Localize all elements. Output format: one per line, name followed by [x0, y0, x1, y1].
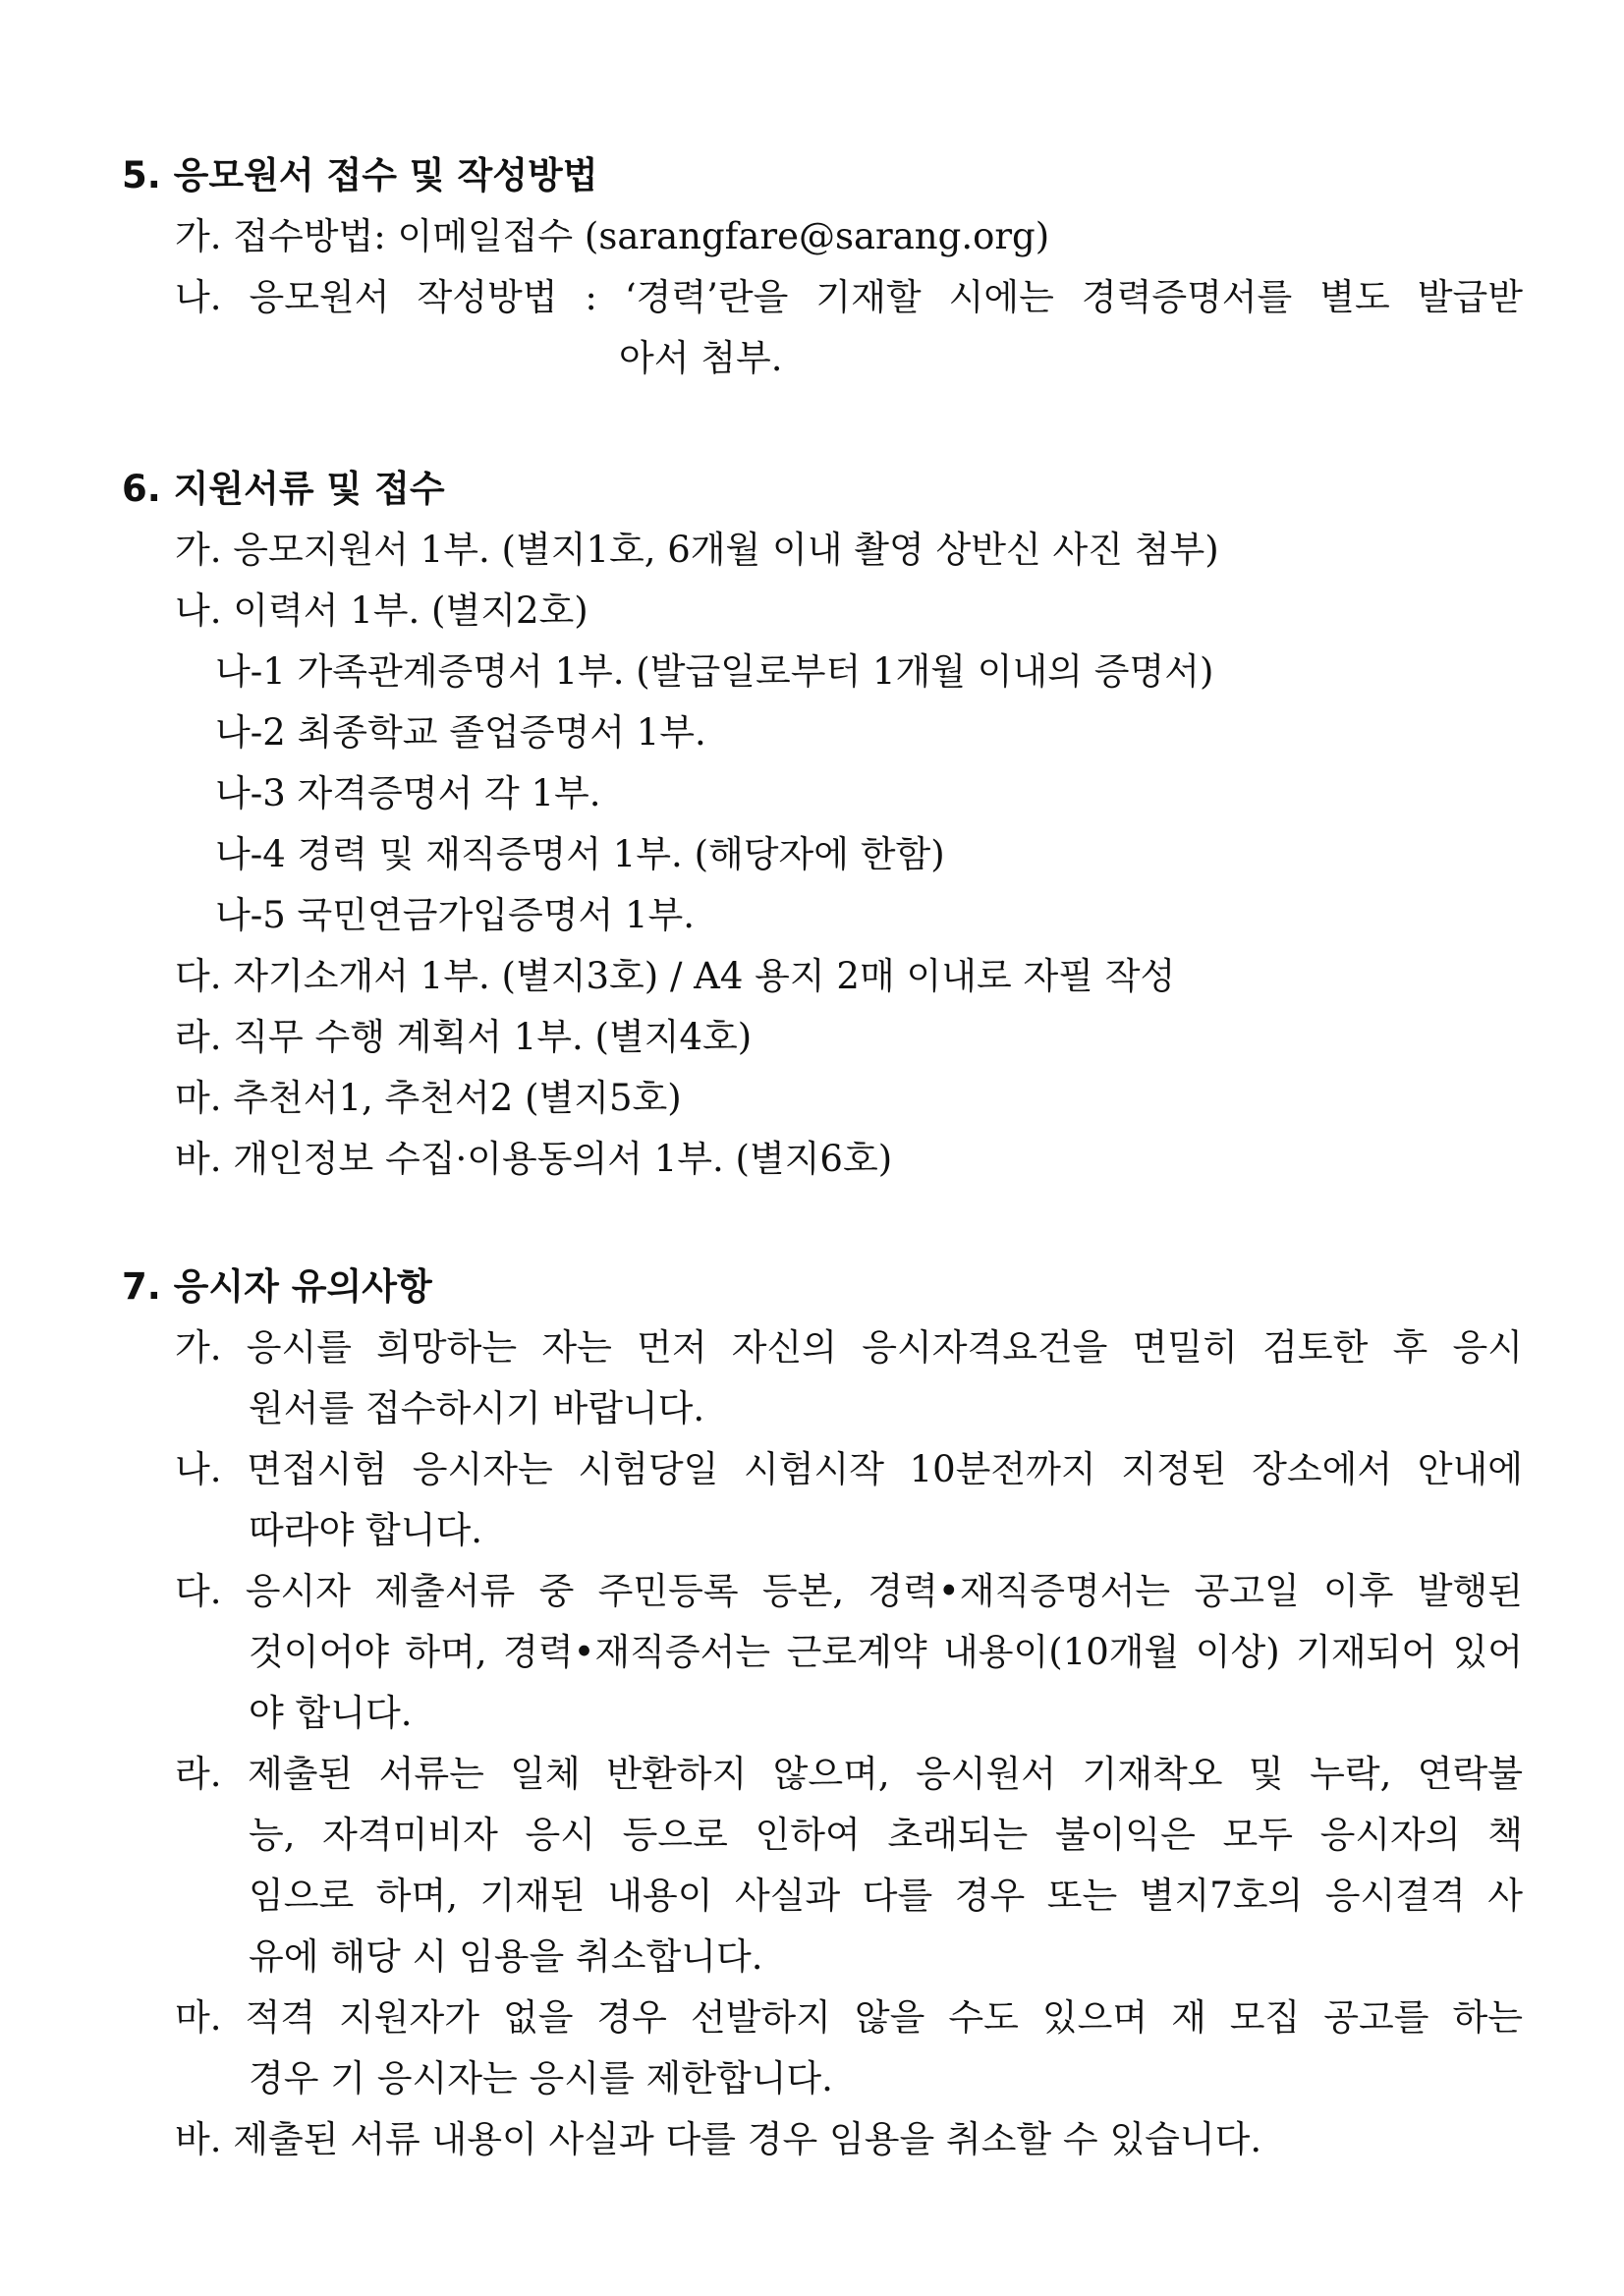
section-6-item-b: 나. 이력서 1부. (별지2호): [175, 589, 588, 632]
section-7-item-f: 바. 제출된 서류 내용이 사실과 다를 경우 임용을 취소할 수 있습니다.: [175, 2118, 1262, 2160]
section-7-heading: 7. 응시자 유의사항: [122, 1265, 432, 1308]
section-7-item-b-line-2: 따라야 합니다.: [249, 1509, 482, 1551]
section-7-item-b-line-1: 나. 면접시험 응시자는 시험당일 시험시작 10분전까지 지정된 장소에서 안내에: [175, 1448, 1523, 1490]
section-7-item-c-line-3: 야 합니다.: [249, 1692, 413, 1734]
section-7-item-e-line-1: 마. 적격 지원자가 없을 경우 선발하지 않을 수도 있으며 재 모집 공고를 하는: [175, 1996, 1523, 2039]
section-5-item-a: 가. 접수방법: 이메일접수 (sarangfare@sarang.org): [175, 215, 1050, 257]
section-7-item-a-line-1: 가. 응시를 희망하는 자는 먼저 자신의 응시자격요건을 면밀히 검토한 후 응시: [175, 1326, 1523, 1369]
section-6-item-b5: 나-5 국민연금가입증명서 1부.: [215, 894, 696, 936]
section-7-item-d-line-4: 유에 해당 시 임용을 취소합니다.: [249, 1935, 763, 1978]
section-6-item-f: 바. 개인정보 수집·이용동의서 1부. (별지6호): [175, 1138, 893, 1180]
section-5-item-b-line-1: 나. 응모원서 작성방법 : ‘경력’란을 기재할 시에는 경력증명서를 별도 발급받: [175, 276, 1523, 318]
section-6-item-c: 다. 자기소개서 1부. (별지3호) / A4 용지 2매 이내로 자필 작성: [175, 955, 1176, 997]
section-6-item-b2: 나-2 최종학교 졸업증명서 1부.: [215, 711, 706, 754]
section-7-item-a-line-2: 원서를 접수하시기 바랍니다.: [249, 1387, 705, 1429]
section-6-item-e: 마. 추천서1, 추천서2 (별지5호): [175, 1077, 682, 1119]
section-5-heading: 5. 응모원서 접수 및 작성방법: [122, 154, 598, 196]
section-6-item-b4: 나-4 경력 및 재직증명서 1부. (해당자에 한함): [215, 833, 945, 875]
section-7-item-d-line-2: 능, 자격미비자 응시 등으로 인하여 초래되는 불이익은 모두 응시자의 책: [249, 1814, 1523, 1856]
section-6-heading: 6. 지원서류 및 접수: [122, 468, 445, 510]
section-7-item-c-line-2: 것이어야 하며, 경력•재직증서는 근로계약 내용이(10개월 이상) 기재되어 있어: [249, 1631, 1523, 1673]
section-6-item-b3: 나-3 자격증명서 각 1부.: [215, 772, 601, 814]
section-6-item-a: 가. 응모지원서 1부. (별지1호, 6개월 이내 촬영 상반신 사진 첨부): [175, 529, 1219, 571]
section-6-item-d: 라. 직무 수행 계획서 1부. (별지4호): [175, 1016, 753, 1058]
section-7-item-e-line-2: 경우 기 응시자는 응시를 제한합니다.: [249, 2057, 833, 2100]
section-7-item-d-line-3: 임으로 하며, 기재된 내용이 사실과 다를 경우 또는 별지7호의 응시결격 사: [249, 1875, 1523, 1917]
section-7-item-c-line-1: 다. 응시자 제출서류 중 주민등록 등본, 경력•재직증명서는 공고일 이후 발행된: [175, 1570, 1523, 1612]
section-5-item-b-line-2: 아서 첨부.: [619, 337, 783, 379]
section-7-item-d-line-1: 라. 제출된 서류는 일체 반환하지 않으며, 응시원서 기재착오 및 누락, 연락불: [175, 1753, 1523, 1795]
section-6-item-b1: 나-1 가족관계증명서 1부. (발급일로부터 1개월 이내의 증명서): [215, 650, 1214, 693]
